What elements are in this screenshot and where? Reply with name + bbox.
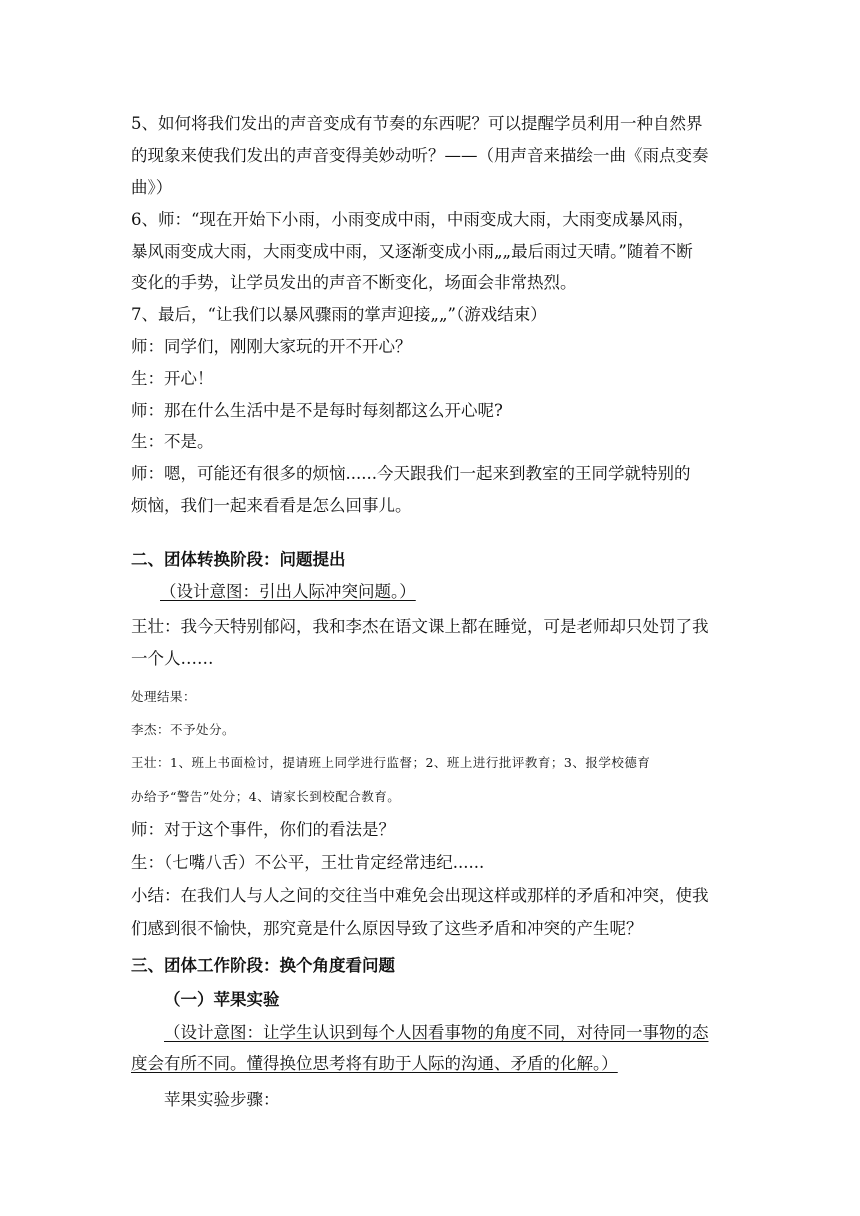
paragraph-line: 烦恼，我们一起来看看是怎么回事儿。	[131, 496, 412, 515]
paragraph-line: 师：那在什么生活中是不是每时每刻都这么开心呢?	[131, 401, 503, 420]
paragraph-line: 们感到很不愉快，那究竟是什么原因导致了这些矛盾和冲突的产生呢？	[131, 919, 643, 938]
paragraph-line: 变化的手势，让学员发出的声音不断变化，场面会非常热烈。	[131, 273, 577, 292]
paragraph-line: 苹果实验步骤：	[164, 1090, 280, 1109]
paragraph-line: 一个人……	[131, 649, 214, 668]
paragraph-line: 师：同学们，刚刚大家玩的开不开心？	[131, 337, 412, 356]
paragraph-line: 小结：在我们人与人之间的交往当中难免会出现这样或那样的矛盾和冲突，使我	[131, 886, 709, 905]
paragraph-line: 曲》）	[131, 178, 173, 197]
small-text-line: 处理结果：	[131, 689, 197, 704]
paragraph-line: 师：嗯，可能还有很多的烦恼......今天跟我们一起来到教室的王同学就特别的	[131, 464, 691, 483]
paragraph-line: 王壮：我今天特别郁闷，我和李杰在语文课上都在睡觉，可是老师却只处罚了我	[131, 617, 709, 636]
paragraph-line: 暴风雨变成大雨，大雨变成中雨，又逐渐变成小雨„„最后雨过天晴。”随着不断	[131, 242, 693, 261]
design-intent-note: （设计意图：让学生认识到每个人因看事物的角度不同，对待同一事物的态	[164, 1023, 709, 1042]
small-text-line: 李杰：不予处分。	[131, 722, 236, 737]
paragraph-line: 师：对于这个事件，你们的看法是？	[131, 820, 395, 839]
subsection-heading: （一）苹果实验	[164, 990, 280, 1009]
paragraph-line: 6、师：“现在开始下小雨，小雨变成中雨，中雨变成大雨，大雨变成暴风雨，	[131, 210, 695, 229]
paragraph-line: 5、如何将我们发出的声音变成有节奏的东西呢？可以提醒学员利用一种自然界	[131, 114, 703, 133]
paragraph-line: 的现象来使我们发出的声音变得美妙动听？——（用声音来描绘一曲《雨点变奏	[131, 146, 709, 165]
section-heading: 二、团体转换阶段：问题提出	[131, 550, 346, 569]
paragraph-line: 生：开心！	[131, 369, 214, 388]
design-intent-note: 度会有所不同。懂得换位思考将有助于人际的沟通、矛盾的化解。）	[131, 1054, 618, 1073]
paragraph-line: 7、最后，“让我们以暴风骤雨的掌声迎接„„”（游戏结束）	[131, 305, 547, 324]
section-heading: 三、团体工作阶段：换个角度看问题	[131, 956, 395, 975]
small-text-line: 王壮：1、班上书面检讨，提请班上同学进行监督；2、班上进行批评教育；3、报学校德育	[131, 755, 651, 770]
small-text-line: 办给予“警告”处分；4、请家长到校配合教育。	[131, 789, 401, 804]
design-intent-note: （设计意图：引出人际冲突问题。）	[160, 582, 416, 601]
paragraph-line: 生：不是。	[131, 432, 214, 451]
paragraph-line: 生：（七嘴八舌）不公平，王壮肯定经常违纪......	[131, 853, 485, 872]
